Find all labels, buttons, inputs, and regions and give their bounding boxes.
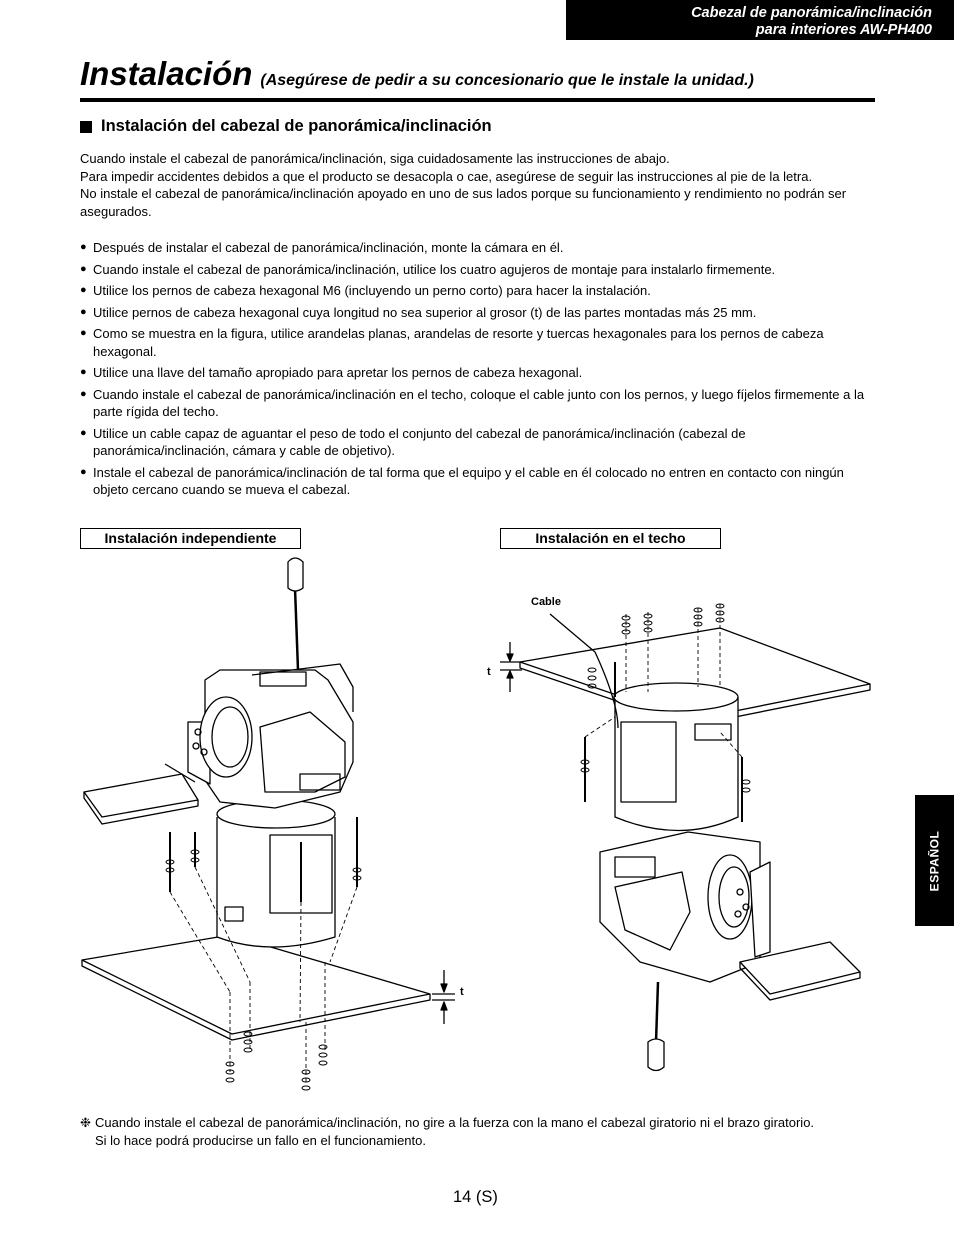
list-item-text: Instale el cabezal de panorámica/inclinación de tal forma que el equipo y el cable en él colocado no entren en contacto con ningún objeto cercano cuando se mueva el cabezal. <box>93 464 844 497</box>
bullet-icon: ● <box>80 305 87 318</box>
list-item <box>80 386 880 421</box>
list-item <box>80 464 880 499</box>
header-line-2: para interiores AW-PH400 <box>755 22 932 38</box>
title-rule <box>80 98 875 102</box>
page-title <box>80 55 754 93</box>
list-item-text: Utilice un cable capaz de aguantar el peso de todo el conjunto del cabezal de panorámica/inclinación (cabezal de panorámica/inclinación, cámara y cable de objetivo). <box>93 425 746 459</box>
list-item-text: Utilice una llave del tamaño apropiado para apretar los pernos de cabeza hexagonal. <box>93 365 583 381</box>
intro-paragraph: Para impedir accidentes debidos a que el producto se desacopla o cae, asegúrese de seguir las instrucciones al pie de la letra. <box>80 168 813 184</box>
standalone-install-label: Instalación independiente <box>80 528 301 549</box>
list-item <box>80 261 880 278</box>
list-item <box>80 425 880 460</box>
list-item-text: Utilice pernos de cabeza hexagonal cuya longitud no sea superior al grosor (t) de las partes montadas más 25 mm. <box>93 304 757 320</box>
section-heading <box>80 117 492 136</box>
intro-paragraph: Cuando instale el cabezal de panorámica/inclinación, siga cuidadosamente las instrucciones de abajo. <box>80 151 670 166</box>
ceiling-installation-illustration <box>500 604 870 1071</box>
bullet-icon: ● <box>80 366 87 379</box>
thickness-label: t <box>487 666 491 678</box>
list-item <box>80 304 880 321</box>
bullet-icon: ● <box>80 465 87 478</box>
footnote-line-1: Cuando instale el cabezal de panorámica/inclinación, no gire a la fuerza con la mano el cabezal giratorio ni el brazo giratorio. <box>95 1115 815 1130</box>
list-item-text: Utilice los pernos de cabeza hexagonal M6 (incluyendo un perno corto) para hacer la instalación. <box>93 283 651 299</box>
list-item <box>80 364 880 381</box>
list-item <box>80 282 880 299</box>
bullet-icon: ● <box>80 327 87 340</box>
header-line-1: Cabezal de panorámica/inclinación <box>691 5 932 21</box>
language-tab-label: ESPAÑOL <box>927 830 942 891</box>
cable-label: Cable <box>531 596 561 608</box>
footnote-line-2: Si lo hace podrá producirse un fallo en el funcionamiento. <box>95 1132 426 1148</box>
intro-text <box>80 150 880 220</box>
bullet-icon: ● <box>80 426 87 439</box>
list-item <box>80 239 880 256</box>
section-heading-text: Instalación del cabezal de panorámica/inclinación <box>101 117 492 135</box>
list-item-text: Cuando instale el cabezal de panorámica/inclinación en el techo, coloque el cable junto con los pernos, y luego fíjelos firmemente a la parte rígida del techo. <box>93 386 865 420</box>
footnote <box>80 1114 890 1149</box>
title-main: Instalación <box>80 55 253 92</box>
document-header <box>566 0 954 40</box>
page-number: 14 (S) <box>453 1188 498 1206</box>
ceiling-install-label: Instalación en el techo <box>500 528 721 549</box>
asterisk-icon: ❉ <box>80 1115 91 1130</box>
bullet-icon: ● <box>80 284 87 297</box>
standalone-installation-illustration <box>82 558 455 1090</box>
title-subtitle: (Asegúrese de pedir a su concesionario que le instale la unidad.) <box>260 72 754 89</box>
bullet-icon: ● <box>80 387 87 400</box>
list-item-text: Cuando instale el cabezal de panorámica/inclinación, utilice los cuatro agujeros de montaje para instalarlo firmemente. <box>93 261 776 277</box>
square-bullet-icon <box>80 121 92 133</box>
list-item-text: Después de instalar el cabezal de panorámica/inclinación, monte la cámara en él. <box>93 240 564 255</box>
list-item <box>80 325 880 360</box>
thickness-label: t <box>460 986 464 998</box>
intro-paragraph: No instale el cabezal de panorámica/inclinación apoyado en uno de sus lados porque su funcionamiento y rendimiento no podrán ser asegurados. <box>80 186 847 219</box>
language-tab <box>915 795 954 926</box>
list-item-text: Como se muestra en la figura, utilice arandelas planas, arandelas de resorte y tuercas hexagonales para los pernos de cabeza hexagonal. <box>93 326 824 359</box>
bullet-icon: ● <box>80 262 87 275</box>
instruction-list <box>80 239 880 503</box>
installation-diagram <box>70 552 890 1100</box>
bullet-icon: ● <box>80 241 87 253</box>
